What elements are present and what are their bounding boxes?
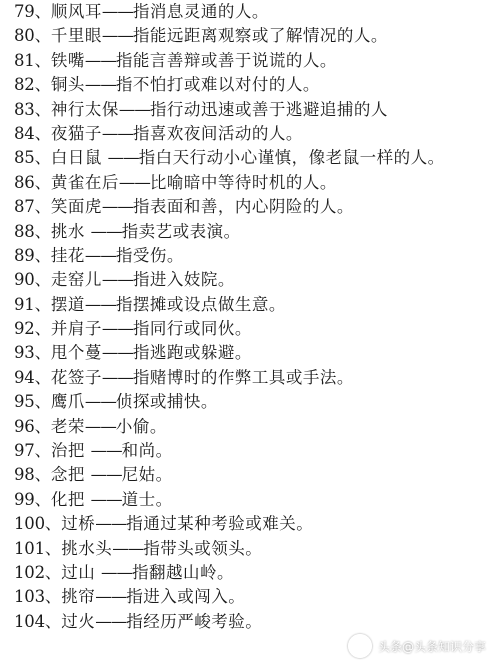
entry-number: 88、 [14,221,51,241]
list-item [14,585,494,609]
entry-definition: 指赌博时的作弊工具或手法。 [132,367,354,387]
entry-definition: 指通过某种考验或难关。 [126,514,314,534]
entry-number: 98、 [14,465,51,485]
entry-definition: 比喻暗中等待时机的人。 [149,172,337,192]
entry-term: 过桥 [61,514,96,534]
entry-dash: —— [101,319,133,339]
list-item [14,317,494,341]
entry-definition: 指带头或领头。 [143,538,263,558]
entry-dash: —— [101,343,133,363]
entry-term: 白日鼠 [50,148,108,168]
list-item [14,463,494,487]
entry-definition: 指表面和善，内心阴险的人。 [132,197,354,217]
list-item [14,73,494,97]
entry-number: 89、 [14,245,51,265]
entry-definition: 侦探或捕快。 [115,392,218,412]
entry-term: 老荣 [50,416,85,436]
list-item [14,220,494,244]
entry-term: 笑面虎 [50,197,102,217]
entry-number: 100、 [14,514,62,534]
entry-definition: 小偷。 [115,416,167,436]
entry-definition: 指消息灵通的人。 [132,2,269,21]
list-item [14,488,494,512]
entry-term: 治把 [50,441,91,461]
entry-dash: —— [90,465,122,485]
entry-term: 鹰爪 [50,392,85,412]
entry-dash: —— [101,197,133,217]
entry-number: 83、 [14,99,51,119]
entry-dash: —— [84,75,116,95]
entry-number: 93、 [14,343,51,363]
entry-term: 夜猫子 [50,123,102,143]
entry-term: 花签子 [50,367,102,387]
entry-definition: 尼姑。 [121,465,173,485]
list-item [14,512,494,536]
entry-definition: 指行动迅速或善于逃避追捕的人 [149,99,388,119]
watermark [348,634,486,658]
entry-dash: —— [101,2,133,21]
entry-number: 91、 [14,294,51,314]
list-item [14,195,494,219]
list-item [14,537,494,561]
list-item [14,610,494,634]
entry-term: 念把 [50,465,91,485]
entry-definition: 指经历严峻考验。 [126,611,263,631]
list-item [14,171,494,195]
list-item [14,390,494,414]
entry-number: 92、 [14,319,51,339]
entry-definition: 指进入或闯入。 [126,587,246,607]
list-item [14,98,494,122]
entry-term: 挂花 [50,245,85,265]
list-item [14,415,494,439]
entry-number: 79、 [14,2,51,21]
entry-definition: 指同行或同伙。 [132,319,252,339]
entry-term: 铁嘴 [50,50,85,70]
entry-dash: —— [84,294,116,314]
list-item [14,244,494,268]
entry-dash: —— [84,392,116,412]
entry-dash: —— [101,270,133,290]
entry-definition: 指受伤。 [115,245,184,265]
entry-definition: 指白天行动小心谨慎，像老鼠一样的人。 [138,148,445,168]
entry-dash: —— [95,611,127,631]
entry-number: 95、 [14,392,51,412]
entry-definition: 指翻越山岭。 [131,562,234,582]
entry-definition: 指卖艺或表演。 [121,221,241,241]
entry-definition: 指逃跑或躲避。 [132,343,252,363]
entry-term: 甩个蔓 [50,343,102,363]
entry-number: 86、 [14,172,51,192]
entry-number: 104、 [14,611,62,631]
entry-term: 走窑儿 [50,270,102,290]
watermark-text: 头条@头条知识分享 [377,639,486,654]
entry-dash: —— [118,172,150,192]
entry-number: 81、 [14,50,51,70]
entry-number: 103、 [14,587,62,607]
entry-dash: —— [90,221,122,241]
entry-term: 化把 [50,489,91,509]
entry-dash: —— [118,99,150,119]
list-item [14,439,494,463]
entry-term: 千里眼 [50,26,102,46]
entry-dash: —— [90,441,122,461]
entry-definition: 指不怕打或难以对付的人。 [115,75,320,95]
entry-dash: —— [101,123,133,143]
entry-dash: —— [95,514,127,534]
entry-term: 挑水头 [61,538,113,558]
entry-term: 挑帘 [61,587,96,607]
entry-term: 黄雀在后 [50,172,119,192]
entry-number: 96、 [14,416,51,436]
entry-number: 87、 [14,197,51,217]
entry-definition: 指能远距离观察或了解情况的人。 [132,26,388,46]
entry-term: 挑水 [50,221,91,241]
entry-number: 94、 [14,367,51,387]
entry-dash: —— [95,587,127,607]
glossary-list [14,0,494,634]
entry-dash: —— [107,148,139,168]
list-item [14,561,494,585]
entry-dash: —— [84,416,116,436]
entry-dash: —— [84,50,116,70]
entry-number: 84、 [14,123,51,143]
entry-definition: 指摆摊或设点做生意。 [115,294,286,314]
list-item [14,341,494,365]
entry-term: 并肩子 [50,319,102,339]
entry-term: 神行太保 [50,99,119,119]
entry-dash: —— [100,562,132,582]
entry-number: 90、 [14,270,51,290]
entry-definition: 道士。 [121,489,173,509]
entry-term: 摆道 [50,294,85,314]
entry-number: 82、 [14,75,51,95]
list-item [14,0,494,24]
entry-number: 85、 [14,148,51,168]
entry-dash: —— [90,489,122,509]
entry-term: 过山 [61,562,101,582]
list-item [14,293,494,317]
entry-term: 铜头 [50,75,85,95]
entry-number: 80、 [14,26,51,46]
entry-dash: —— [112,538,144,558]
entry-definition: 和尚。 [121,441,173,461]
entry-term: 过火 [61,611,96,631]
list-item [14,366,494,390]
toutiao-logo-icon [348,634,372,658]
entry-definition: 指进入妓院。 [132,270,235,290]
list-item [14,24,494,48]
list-item [14,268,494,292]
list-item [14,122,494,146]
entry-number: 102、 [14,562,62,582]
entry-number: 99、 [14,489,51,509]
entry-dash: —— [101,26,133,46]
entry-definition: 指喜欢夜间活动的人。 [132,123,303,143]
entry-dash: —— [101,367,133,387]
entry-number: 101、 [14,538,62,558]
entry-term: 顺风耳 [50,2,102,21]
list-item [14,49,494,73]
entry-number: 97、 [14,441,51,461]
entry-definition: 指能言善辩或善于说谎的人。 [115,50,337,70]
entry-dash: —— [84,245,116,265]
list-item [14,146,494,170]
